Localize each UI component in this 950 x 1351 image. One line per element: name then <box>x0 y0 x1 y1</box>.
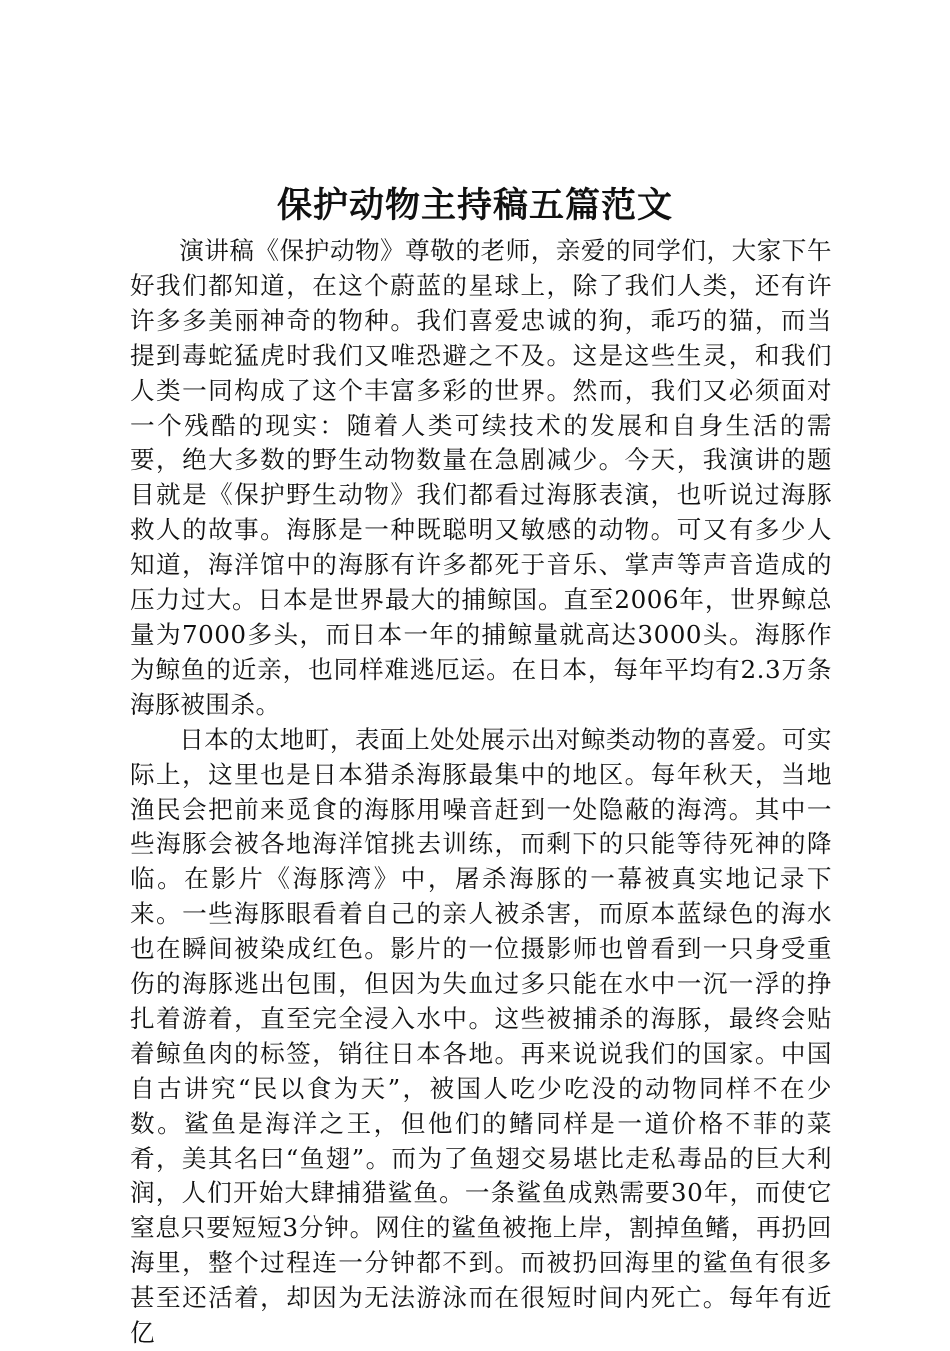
paragraph-2: 日本的太地町，表面上处处展示出对鲸类动物的喜爱。可实际上，这里也是日本猎杀海豚最集中的地区。每年秋天，当地渔民会把前来觅食的海豚用噪音赶到一处隐蔽的海湾。其中一些海豚会被各地海洋馆挑去训练，而剩下的只能等待死神的降临。在影片《海豚湾》中，屠杀海豚的一幕被真实地记录下来。一些海豚眼看着自己的亲人被杀害，而原本蓝绿色的海水也在瞬间被染成红色。影片的一位摄影师也曾看到一只身受重伤的海豚逃出包围，但因为失血过多只能在水中一沉一浮的挣扎着游着，直至完全浸入水中。这些被捕杀的海豚，最终会贴着鲸鱼肉的标签，销往日本各地。再来说说我们的国家。中国自古讲究“民以食为天”，被国人吃少吃没的动物同样不在少数。鲨鱼是海洋之王，但他们的鳍同样是一道价格不菲的菜肴，美其名曰“鱼翅”。而为了鱼翅交易堪比走私毒品的巨大利润，人们开始大肆捕猎鲨鱼。一条鲨鱼成熟需要30年，而使它窒息只要短短3分钟。网住的鲨鱼被拖上岸，割掉鱼鳍，再扔回海里，整个过程连一分钟都不到。而被扔回海里的鲨鱼有很多甚至还活着，却因为无法游泳而在很短时间内死亡。每年有近亿 <box>130 724 832 1348</box>
document-body <box>130 234 832 1351</box>
paragraph-1: 演讲稿《保护动物》尊敬的老师，亲爱的同学们，大家下午好我们都知道，在这个蔚蓝的星球上，除了我们人类，还有许许多多美丽神奇的物种。我们喜爱忠诚的狗，乖巧的猫，而当提到毒蛇猛虎时我们又唯恐避之不及。这是这些生灵，和我们人类一同构成了这个丰富多彩的世界。然而，我们又必须面对一个残酷的现实：随着人类可续技术的发展和自身生活的需要，绝大多数的野生动物数量在急剧减少。今天，我演讲的题目就是《保护野生动物》我们都看过海豚表演，也听说过海豚救人的故事。海豚是一种既聪明又敏感的动物。可又有多少人知道，海洋馆中的海豚有许多都死于音乐、掌声等声音造成的压力过大。日本是世界最大的捕鲸国。直至2006年，世界鲸总量为7000多头，而日本一年的捕鲸量就高达3000头。海豚作为鲸鱼的近亲，也同样难逃厄运。在日本，每年平均有2.3万条海豚被围杀。 <box>130 236 832 719</box>
document-title: 保护动物主持稿五篇范文 <box>276 185 673 226</box>
